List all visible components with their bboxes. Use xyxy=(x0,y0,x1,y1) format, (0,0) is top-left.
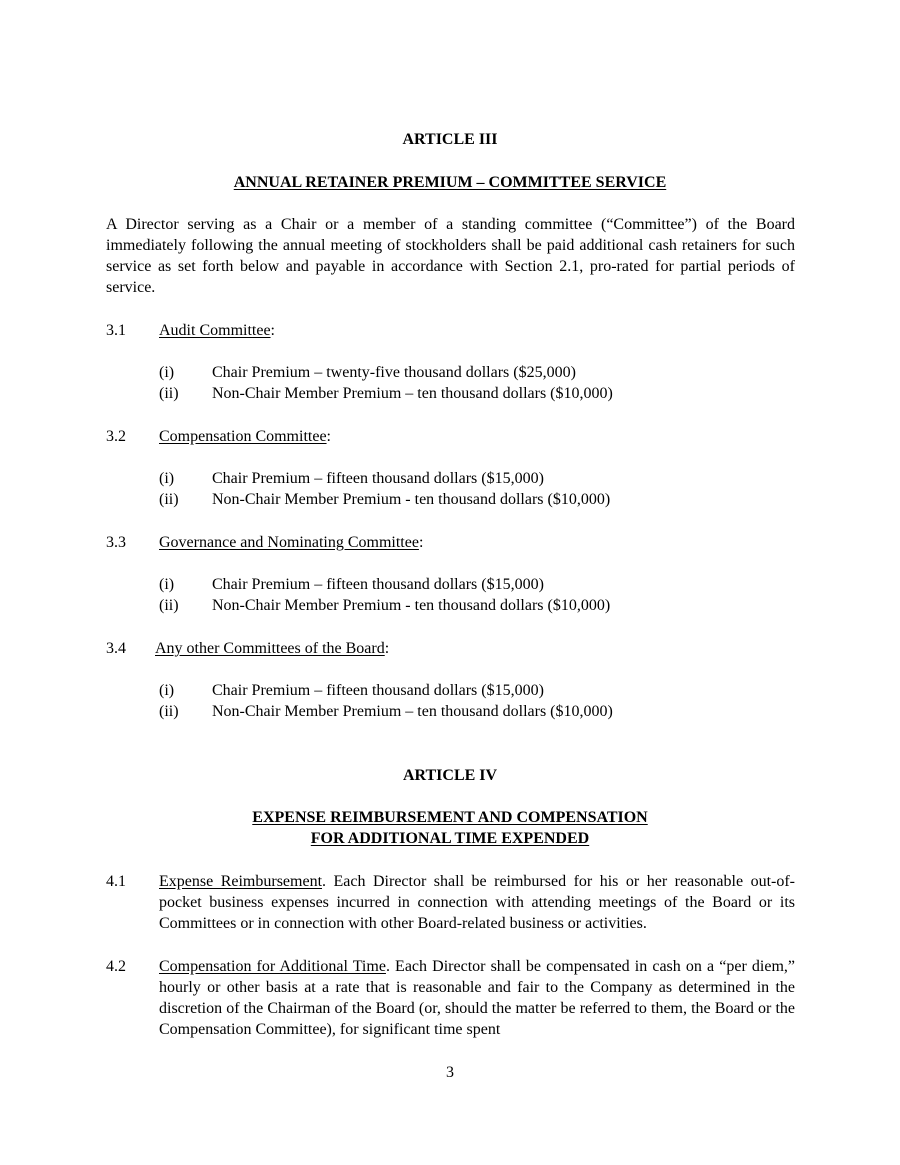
item-label: (i) xyxy=(159,576,175,593)
section-number: 3.1 xyxy=(106,322,126,339)
article-3-title-text: ANNUAL RETAINER PREMIUM – COMMITTEE SERVICE xyxy=(233,174,667,191)
section-title xyxy=(159,426,331,447)
item-label: (ii) xyxy=(159,703,179,720)
section-title-text: Compensation Committee xyxy=(159,428,327,445)
section-title xyxy=(159,532,423,553)
section-title-text: Audit Committee xyxy=(159,322,271,339)
section-number: 3.2 xyxy=(106,428,126,445)
section-title-text: Compensation for Additional Time xyxy=(159,958,386,975)
item-label: (i) xyxy=(159,364,175,381)
item-label: (i) xyxy=(159,682,175,699)
section-title-text: Any other Committees of the Board xyxy=(155,640,385,657)
item-label: (ii) xyxy=(159,491,179,508)
section-number: 4.1 xyxy=(106,873,126,890)
article-4-title-line-2 xyxy=(0,828,900,849)
section-text: . Each Director shall be reimbursed for his or her reasonable out-of-pocket business expenses incurred in connection with attending meetings of the Board or its Committees or in connection with other Board-related business or activities. xyxy=(159,873,796,932)
item-label: (ii) xyxy=(159,597,179,614)
article-3-intro: A Director serving as a Chair or a member of a standing committee (“Committee”) of the Board immediately following the annual meeting of stockholders shall be paid additional cash retainers for such service as set forth below and payable in accordance with Section 2.1, pro-rated for partial periods of service. xyxy=(106,216,795,296)
section-title-text: Governance and Nominating Committee xyxy=(159,534,419,551)
item-text: Chair Premium – fifteen thousand dollars ($15,000) xyxy=(212,470,544,487)
section-title-suffix: : xyxy=(270,322,275,339)
section-title-suffix: : xyxy=(326,428,331,445)
article-4-heading: ARTICLE IV xyxy=(402,767,498,784)
section-title-suffix: : xyxy=(384,640,390,657)
page-number: 3 xyxy=(446,1064,454,1081)
item-text: Chair Premium – twenty-five thousand dollars ($25,000) xyxy=(212,364,576,381)
item-text: Non-Chair Member Premium - ten thousand dollars ($10,000) xyxy=(212,597,611,614)
section-title-suffix: : xyxy=(418,534,424,551)
item-label: (i) xyxy=(159,470,175,487)
article-3-title xyxy=(0,172,900,193)
section-title xyxy=(159,320,275,341)
section-title-text: Expense Reimbursement xyxy=(159,873,323,890)
item-text: Chair Premium – fifteen thousand dollars ($15,000) xyxy=(212,682,544,699)
item-text: Non-Chair Member Premium – ten thousand dollars ($10,000) xyxy=(212,385,613,402)
item-text: Chair Premium – fifteen thousand dollars ($15,000) xyxy=(212,576,544,593)
article-3-heading: ARTICLE III xyxy=(402,131,498,148)
section-number: 4.2 xyxy=(106,958,126,975)
article-4-title-line-1-text: EXPENSE REIMBURSEMENT AND COMPENSATION xyxy=(252,809,648,826)
section-number: 3.4 xyxy=(106,640,126,657)
section-body xyxy=(159,956,795,1040)
section-number: 3.3 xyxy=(106,534,126,551)
article-4-title-line-2-text: FOR ADDITIONAL TIME EXPENDED xyxy=(310,830,590,847)
section-title xyxy=(155,638,389,659)
section-text: . Each Director shall be compensated in cash on a “per diem,” hourly or other basis at a rate that is reasonable and fair to the Company as determined in the discretion of the Chairman of the Board (or, should the matter be referred to them, the Board or the Compensation Committee), for significant time spent xyxy=(159,958,796,1038)
article-4-title-line-1 xyxy=(0,807,900,828)
item-text: Non-Chair Member Premium – ten thousand dollars ($10,000) xyxy=(212,703,613,720)
item-label: (ii) xyxy=(159,385,179,402)
item-text: Non-Chair Member Premium - ten thousand dollars ($10,000) xyxy=(212,491,611,508)
section-body xyxy=(159,871,795,934)
